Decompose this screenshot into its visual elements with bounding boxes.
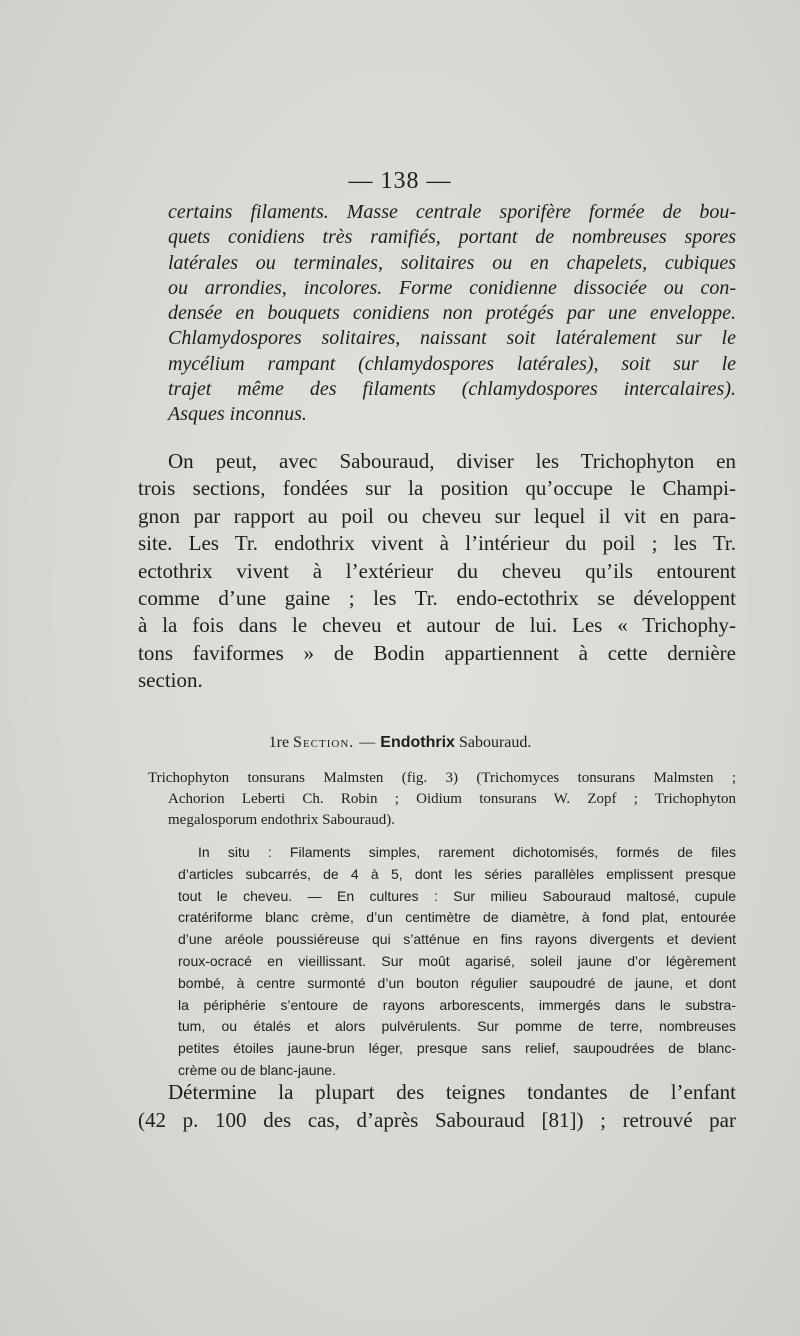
intro-line: latérales ou terminales, solitaires ou en chapelets, cubiques xyxy=(168,251,736,274)
desc-line: d’une aréole poussiéreuse qui s’atténue en fins rayons divergents et devient xyxy=(178,931,736,948)
desc-line: cratériforme blanc crème, d’un centimètre de diamètre, à fond plat, entourée xyxy=(178,909,736,926)
desc-line: tout le cheveu. — En cultures : Sur milieu Sabouraud maltosé, cupule xyxy=(178,887,736,904)
intro-line: densée en bouquets conidiens non protégés par une enveloppe. xyxy=(168,302,736,325)
sections-paragraph xyxy=(138,448,736,695)
desc-line: tum, ou étalés et alors pulvérulents. Sur pomme de terre, nombreuses xyxy=(178,1018,736,1035)
species-line: Achorion Leberti Ch. Robin ; Oidium tonsurans W. Zopf ; Trichophyton xyxy=(168,791,736,807)
desc-line: la périphérie s’entoure de rayons arborescents, immergés dans le substra- xyxy=(178,996,736,1013)
para2-line: (42 p. 100 des cas, d’après Sabouraud [81]) ; retrouvé par xyxy=(138,1108,736,1132)
section-number: 1re xyxy=(268,734,290,751)
section-name: Endothrix xyxy=(380,734,455,751)
desc-line: crème ou de blanc-jaune. xyxy=(178,1061,336,1078)
desc-line: bombé, à centre surmonté d’un bouton régulier saupoudré de jaune, et dont xyxy=(178,974,736,991)
intro-line: ou arrondies, incolores. Forme conidienne dissociée ou con- xyxy=(168,276,736,299)
para1-line: à la fois dans le cheveu et autour de lui. Les « Trichophy- xyxy=(138,613,736,638)
species-line: Trichophyton tonsurans Malmsten (fig. 3) (Trichomyces tonsurans Malmsten ; xyxy=(148,770,736,786)
desc-line: petites étoiles jaune-brun léger, presque sans relief, saupoudrées de blanc- xyxy=(178,1040,736,1057)
para1-line: site. Les Tr. endothrix vivent à l’intérieur du poil ; les Tr. xyxy=(138,531,736,556)
intro-line: quets conidiens très ramifiés, portant de nombreuses spores xyxy=(168,226,736,249)
section-heading xyxy=(0,734,800,752)
intro-line: Chlamydospores solitaires, naissant soit latéralement sur le xyxy=(168,327,736,350)
intro-line: certains filaments. Masse centrale sporifère formée de bou- xyxy=(168,201,736,223)
page-number: — 138 — xyxy=(348,168,452,194)
species-entry xyxy=(148,768,736,831)
para1-line: gnon par rapport au poil ou cheveu sur lequel il vit en para- xyxy=(138,503,736,528)
desc-line: In situ : Filaments simples, rarement dichotomisés, formés de files xyxy=(198,844,736,860)
intro-line: trajet même des filaments (chlamydospores intercalaires). xyxy=(168,378,736,401)
intro-line: Asques inconnus. xyxy=(168,403,307,426)
section-label: Section. — xyxy=(293,734,377,751)
para1-line: trois sections, fondées sur la position qu’occupe le Champi- xyxy=(138,476,736,501)
desc-line: d’articles subcarrés, de 4 à 5, dont les séries parallèles emplissent presque xyxy=(178,865,736,882)
closing-paragraph xyxy=(138,1078,736,1134)
species-description xyxy=(178,842,736,1082)
para2-line: Détermine la plupart des teignes tondantes de l’enfant xyxy=(168,1080,736,1104)
para1-line: comme d’une gaine ; les Tr. endo-ectothrix se développent xyxy=(138,586,736,611)
para1-line: section. xyxy=(138,668,203,693)
section-author: Sabouraud. xyxy=(458,734,532,751)
intro-line: mycélium rampant (chlamydospores latérales), soit sur le xyxy=(168,352,736,375)
para1-line: On peut, avec Sabouraud, diviser les Trichophyton en xyxy=(168,449,736,473)
desc-line: roux-ocracé en vieillissant. Sur moût agarisé, soleil jaune d’or légèrement xyxy=(178,952,736,969)
para1-line: ectothrix vivent à l’extérieur du cheveu qu’ils entourent xyxy=(138,558,736,583)
para1-line: tons faviformes » de Bodin appartiennent à cette dernière xyxy=(138,640,736,665)
species-line: megalosporum endothrix Sabouraud). xyxy=(168,812,396,828)
intro-paragraph xyxy=(168,200,736,428)
